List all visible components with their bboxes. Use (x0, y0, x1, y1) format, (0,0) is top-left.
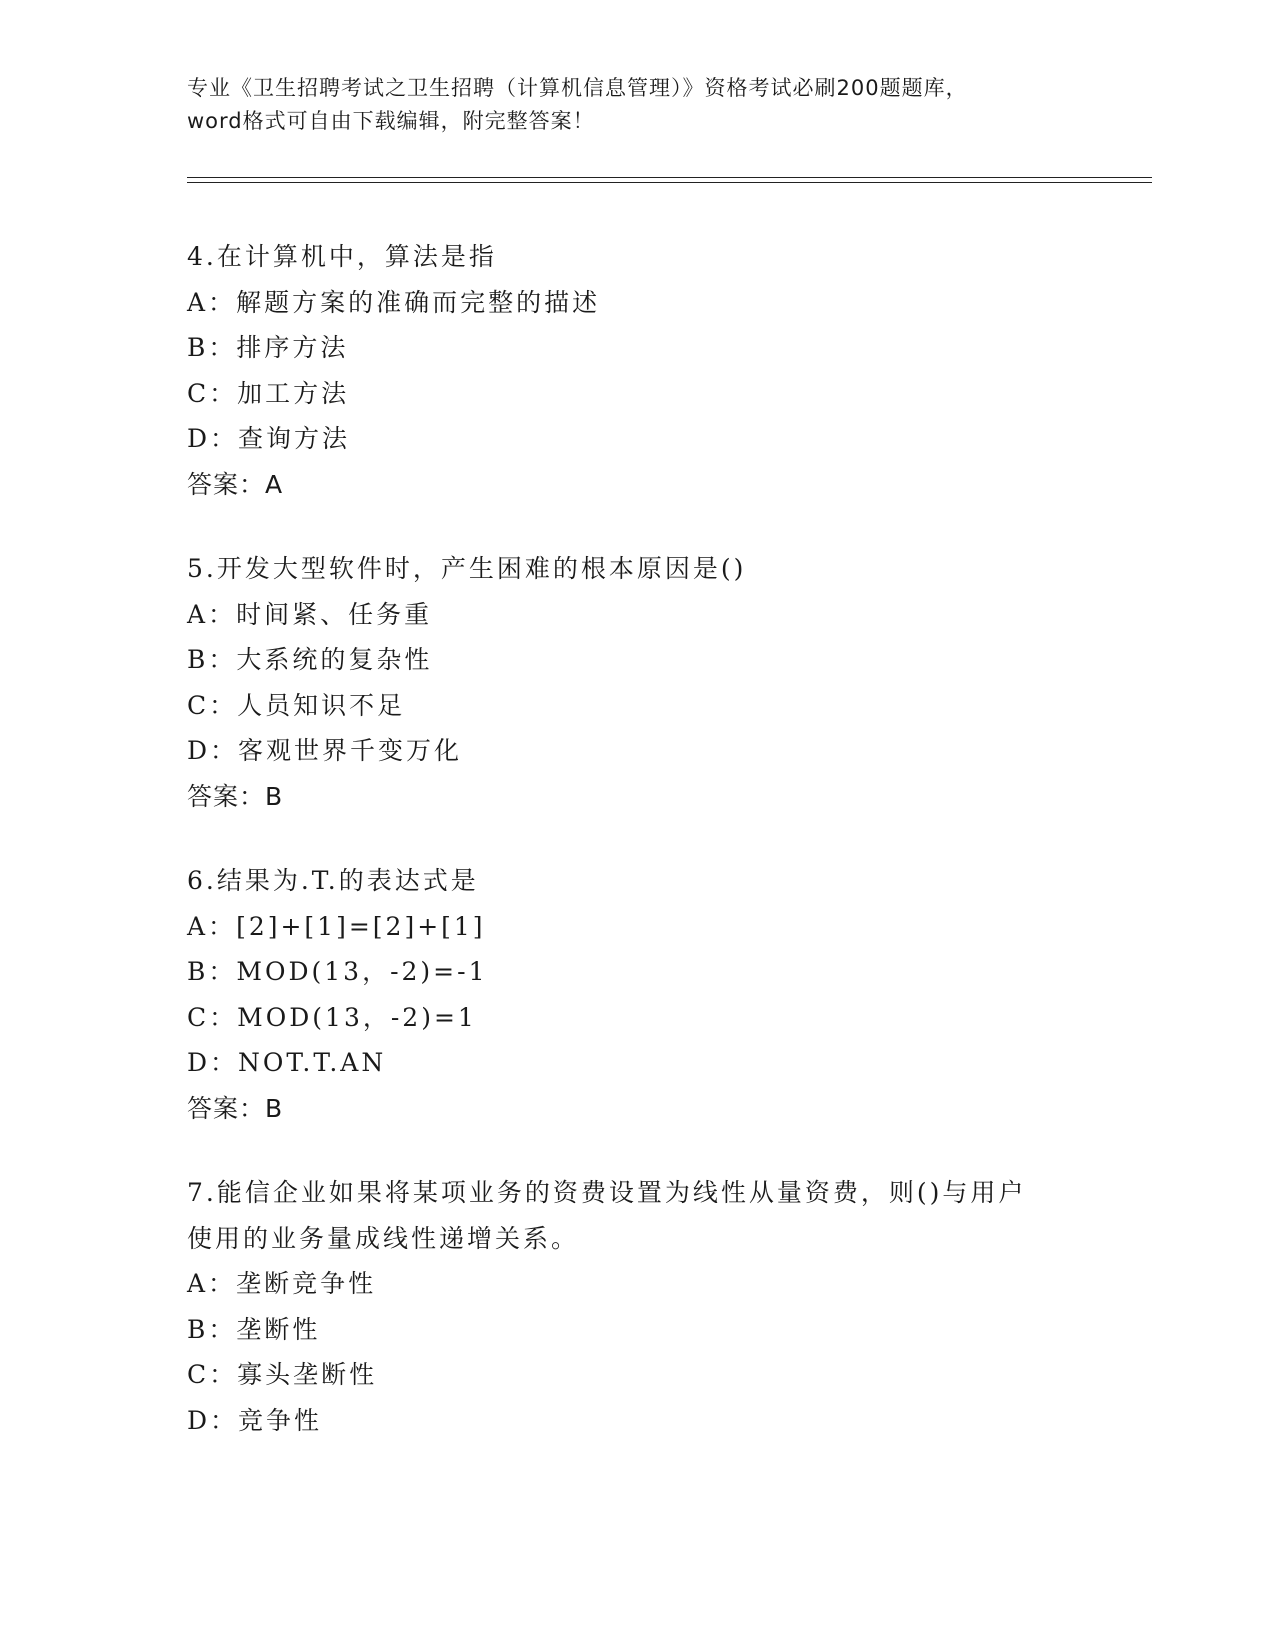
option-letter: C： (187, 378, 238, 408)
header-divider-top (187, 177, 1152, 178)
option-letter: A： (187, 599, 237, 629)
header-line-1: 专业《卫生招聘考试之卫生招聘（计算机信息管理）》资格考试必刷200题题库， (187, 76, 968, 100)
option-letter: C： (187, 690, 238, 720)
question-stem: 5.开发大型软件时，产生困难的根本原因是() (187, 554, 747, 583)
answer-label: 答案： (187, 469, 266, 499)
option-letter: D： (187, 424, 239, 453)
question-stem: 使用的业务量成线性递增关系。 (187, 1223, 580, 1253)
question-block (187, 858, 1087, 1131)
question-option (187, 637, 1087, 683)
answer-label: 答案： (187, 1093, 266, 1123)
answer-line (187, 462, 1087, 508)
question-option (187, 995, 1087, 1041)
question-option (187, 1307, 1087, 1353)
option-text: 排序方法 (236, 333, 349, 362)
question-option (187, 1398, 1087, 1444)
option-text: 大系统的复杂性 (236, 645, 433, 674)
option-letter: D： (187, 736, 239, 765)
question-block (187, 234, 1087, 507)
option-letter: B： (187, 645, 237, 674)
option-letter: B： (187, 1314, 237, 1344)
question-stem: 7.能信企业如果将某项业务的资费设置为线性从量资费，则()与用户 (187, 1178, 1027, 1207)
option-text: 竞争性 (238, 1405, 323, 1435)
option-letter: A： (187, 1269, 237, 1298)
option-text: 人员知识不足 (237, 690, 406, 720)
question-stem: 4.在计算机中，算法是指 (187, 242, 497, 271)
document-header (187, 72, 1087, 138)
question-option (187, 371, 1087, 417)
option-letter: C： (187, 1360, 238, 1389)
answer-label: 答案： (187, 781, 266, 811)
option-letter: B： (187, 333, 237, 362)
question-list (187, 234, 1087, 1482)
question-option (187, 728, 1087, 774)
option-text: 寡头垄断性 (237, 1360, 378, 1389)
question-block (187, 1170, 1087, 1443)
option-text: MOD(13，-2)=-1 (236, 957, 488, 986)
option-text: 垄断性 (236, 1314, 321, 1344)
answer-value: B (265, 1093, 284, 1123)
option-text: 垄断竞争性 (236, 1269, 377, 1298)
header-line-2: word格式可自由下载编辑，附完整答案！ (187, 109, 595, 133)
option-text: 客观世界千变万化 (238, 736, 463, 765)
option-text: MOD(13，-2)=1 (237, 1002, 477, 1032)
answer-line (187, 1086, 1087, 1132)
option-text: NOT.T.AN (238, 1048, 387, 1077)
question-stem: 6.结果为.T.的表达式是 (187, 866, 479, 895)
question-option (187, 683, 1087, 729)
option-letter: A： (187, 287, 237, 317)
option-letter: C： (187, 1002, 238, 1032)
option-letter: A： (187, 911, 237, 941)
question-option (187, 325, 1087, 371)
option-text: 查询方法 (238, 424, 351, 453)
option-text: 时间紧、任务重 (236, 599, 433, 629)
question-block (187, 546, 1087, 819)
answer-value: B (265, 781, 284, 811)
question-option (187, 416, 1087, 462)
question-option (187, 1040, 1087, 1086)
option-text: 加工方法 (237, 378, 350, 408)
option-letter: B： (187, 957, 237, 986)
option-text: [2]+[1]=[2]+[1] (236, 911, 486, 941)
question-option (187, 592, 1087, 638)
answer-value: A (265, 469, 284, 499)
option-letter: D： (187, 1405, 239, 1435)
question-option (187, 1261, 1087, 1307)
option-letter: D： (187, 1048, 239, 1077)
answer-line (187, 774, 1087, 820)
question-option (187, 280, 1087, 326)
header-divider-bottom (187, 182, 1152, 183)
question-option (187, 949, 1087, 995)
option-text: 解题方案的准确而完整的描述 (236, 287, 601, 317)
question-option (187, 904, 1087, 950)
question-option (187, 1352, 1087, 1398)
